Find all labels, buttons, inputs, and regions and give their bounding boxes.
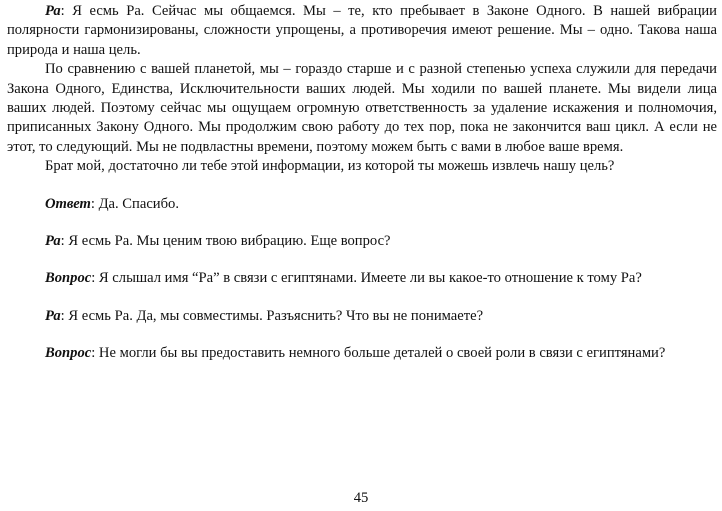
paragraph-answer [7,195,717,214]
paragraph-ra-vibration [7,232,717,251]
paragraph-text: : Я слышал имя “Ра” в связи с египтянами. Имеете ли вы какое-то отношение к тому Ра? [91,270,642,287]
paragraph-text: : Да. Спасибо. [90,195,179,212]
paragraph-question-role [7,344,717,363]
speaker-label: Ответ [45,195,91,212]
speaker-label: Ра [45,3,61,19]
paragraph-text: Брат мой, достаточно ли тебе этой информации, из которой ты можешь извлечь нашу цель? [45,158,615,175]
speaker-label: Ра [45,307,61,324]
speaker-label: Вопрос [45,345,92,362]
document-page [7,2,717,364]
paragraph-question-egyptians [7,269,717,288]
paragraph-text: : Я есмь Ра. Сейчас мы общаемся. Мы – те, кто пребывает в Законе Одного. В нашей вибрации полярности гармонизированы, сложности упрощены, а противоречия имеют решение. Мы – одно. Такова наша природа и наша цель. [7,3,717,58]
speaker-label: Ра [45,233,61,250]
page-number: 45 [353,490,369,506]
paragraph-text: : Я есмь Ра. Мы ценим твою вибрацию. Еще вопрос? [60,233,391,250]
paragraph-ra-intro [7,2,717,60]
paragraph-text: : Не могли бы вы предоставить немного больше деталей о своей роли в связи с египтянами? [91,345,666,362]
paragraph-ra-history [7,60,717,157]
paragraph-text: : Я есмь Ра. Да, мы совместимы. Разъяснить? Что вы не понимаете? [60,307,484,324]
paragraph-ra-compatible [7,307,717,326]
paragraph-ra-question [7,157,717,176]
paragraph-text: По сравнению с вашей планетой, мы – гораздо старше и с разной степенью успеха служили для передачи Закона Одного, Единства, Исключительности ваших людей. Мы ходили по вашей планете. Мы видели лица ваших людей. Поэтому сейчас мы ощущаем огромную ответственность за удаление искажения и полномочия, приписанных Закону Одного. Мы продолжим свою работу до тех пор, пока не закончится ваш цикл. А если не этот, то следующий. Мы не подвластны времени, поэтому можем быть с вами в любое ваше время. [7,61,717,155]
speaker-label: Вопрос [45,270,92,287]
